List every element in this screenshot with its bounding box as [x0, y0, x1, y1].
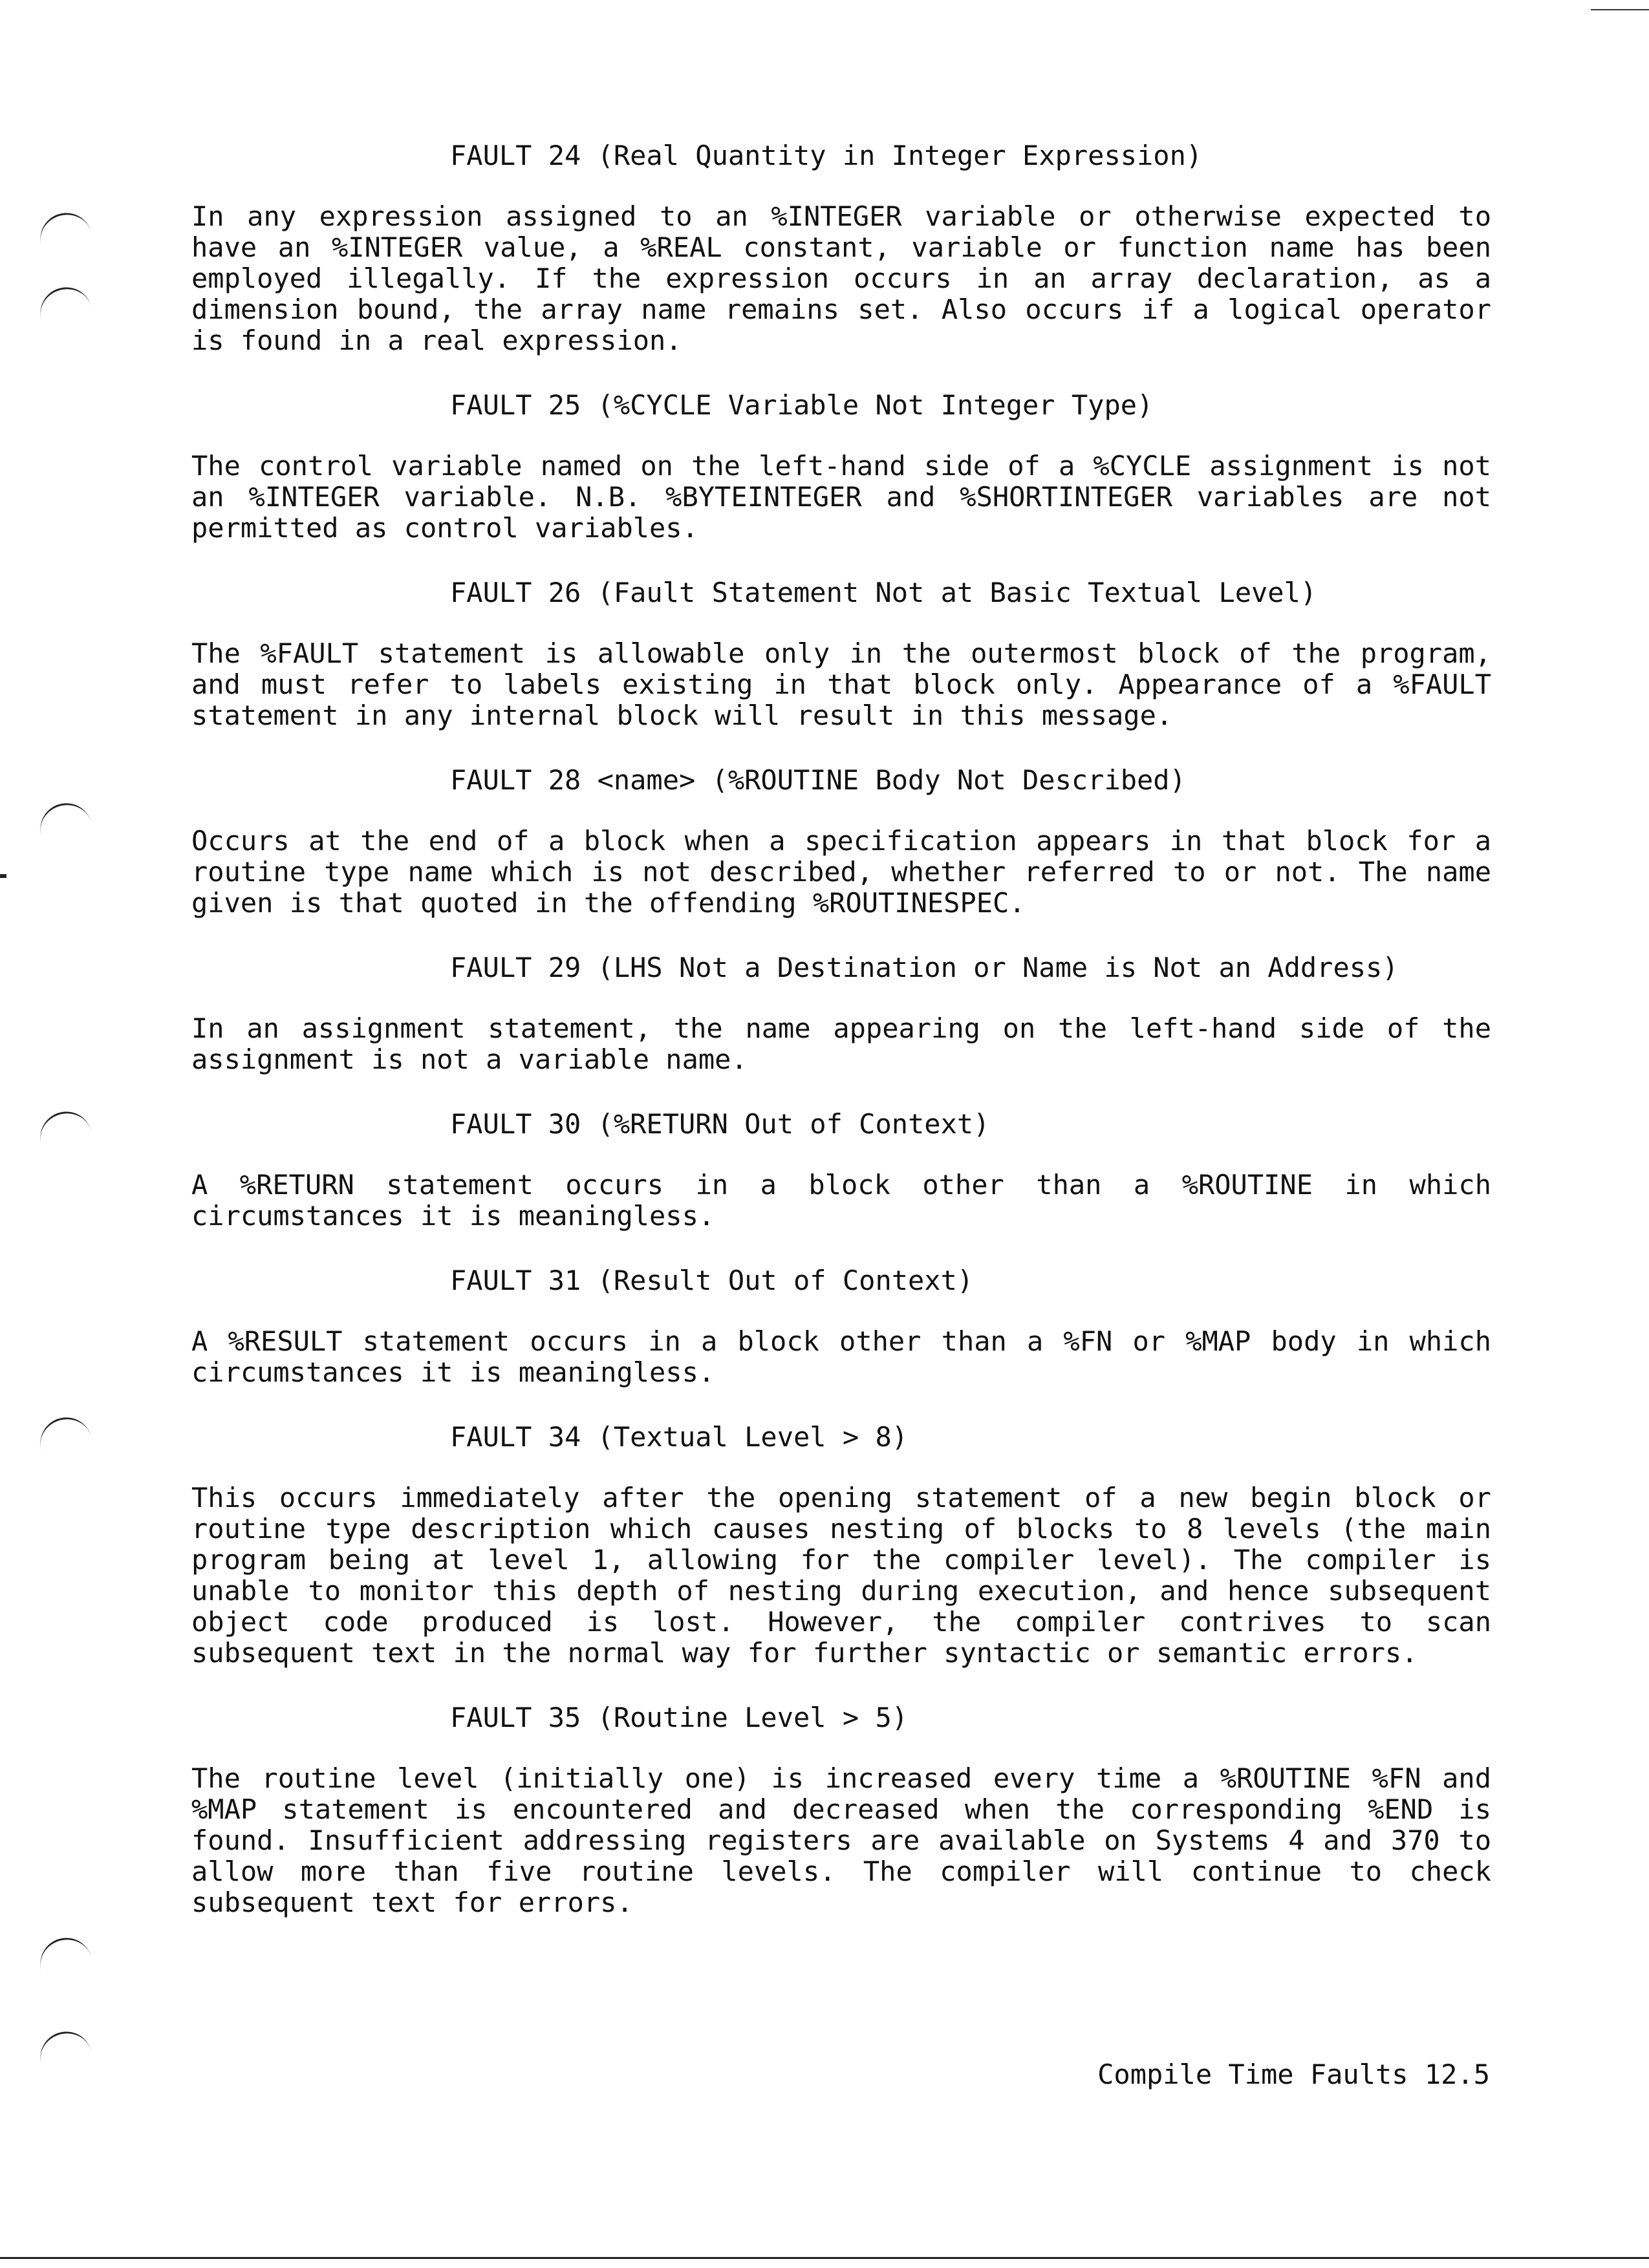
fault-description: Occurs at the end of a block when a specification appears in that block for a routine type name which is not described, whether referred to or not. The name given is that quoted in the offending %ROUTINESPEC.: [191, 825, 1491, 919]
fault-description: This occurs immediately after the opening statement of a new begin block or routine type description which causes nesting of blocks to 8 levels (the main program being at level 1, allowing for the compiler level). The compiler is unable to monitor this depth of nesting during execution, and hence subsequent object code produced is lost. However, the compiler contrives to scan subsequent text in the normal way for further syntactic or semantic errors.: [191, 1482, 1491, 1669]
fault-35-section: [191, 1701, 1491, 1918]
fault-heading: FAULT 24 (Real Quantity in Integer Expression): [450, 140, 1203, 171]
page-bottom-edge: [0, 2257, 1649, 2259]
fault-heading: FAULT 25 (%CYCLE Variable Not Integer Type): [450, 389, 1154, 421]
page-edge-tick: [0, 874, 6, 878]
fault-description: A %RETURN statement occurs in a block other than a %ROUTINE in which circumstances it is meaningless.: [191, 1169, 1491, 1232]
page-edge-line: [1591, 9, 1649, 10]
binder-hole-mark: [35, 1412, 92, 1451]
fault-heading: FAULT 29 (LHS Not a Destination or Name is Not an Address): [450, 952, 1399, 983]
fault-34-section: [191, 1420, 1491, 1669]
fault-description: The control variable named on the left-hand side of a %CYCLE assignment is not an %INTEGER variable. N.B. %BYTEINTEGER and %SHORTINTEGER variables are not permitted as control variables.: [191, 450, 1491, 544]
fault-description: In an assignment statement, the name appearing on the left-hand side of the assignment is not a variable name.: [191, 1012, 1491, 1075]
fault-description: In any expression assigned to an %INTEGER variable or otherwise expected to have an %INTEGER value, a %REAL constant, variable or function name has been employed illegally. If the expression occurs in an array declaration, as a dimension bound, the array name remains set. Also occurs if a logical operator is found in a real expression.: [191, 200, 1491, 356]
fault-heading: FAULT 31 (Result Out of Context): [450, 1265, 974, 1296]
binder-hole-mark: [35, 208, 92, 247]
fault-28-section: [191, 764, 1491, 919]
fault-26-section: [191, 576, 1491, 731]
fault-description: The %FAULT statement is allowable only in the outermost block of the program, and must refer to labels existing in that block only. Appearance of a %FAULT statement in any internal block will result in this message.: [191, 637, 1491, 731]
fault-30-section: [191, 1107, 1491, 1232]
fault-heading: FAULT 26 (Fault Statement Not at Basic Textual Level): [450, 577, 1317, 608]
binder-hole-mark: [35, 282, 92, 321]
fault-heading: FAULT 34 (Textual Level > 8): [450, 1421, 909, 1453]
fault-heading: FAULT 30 (%RETURN Out of Context): [450, 1108, 990, 1140]
binder-hole-mark: [35, 2026, 92, 2066]
fault-heading: FAULT 28 <name> (%ROUTINE Body Not Described): [450, 764, 1186, 796]
fault-24-section: [191, 139, 1491, 356]
binder-hole-mark: [35, 1106, 92, 1146]
fault-25-section: [191, 389, 1491, 544]
fault-31-section: [191, 1264, 1491, 1388]
page-footer: Compile Time Faults 12.5: [1097, 2059, 1490, 2090]
fault-list: [191, 139, 1491, 1951]
binder-hole-mark: [35, 798, 92, 837]
fault-description: A %RESULT statement occurs in a block other than a %FN or %MAP body in which circumstances it is meaningless.: [191, 1325, 1491, 1388]
fault-heading: FAULT 35 (Routine Level > 5): [450, 1702, 909, 1733]
fault-29-section: [191, 951, 1491, 1075]
fault-description: The routine level (initially one) is increased every time a %ROUTINE %FN and %MAP statement is encountered and decreased when the corresponding %END is found. Insufficient addressing registers are available on Systems 4 and 370 to allow more than five routine levels. The compiler will continue to check subsequent text for errors.: [191, 1762, 1491, 1918]
binder-hole-mark: [35, 1932, 92, 1972]
